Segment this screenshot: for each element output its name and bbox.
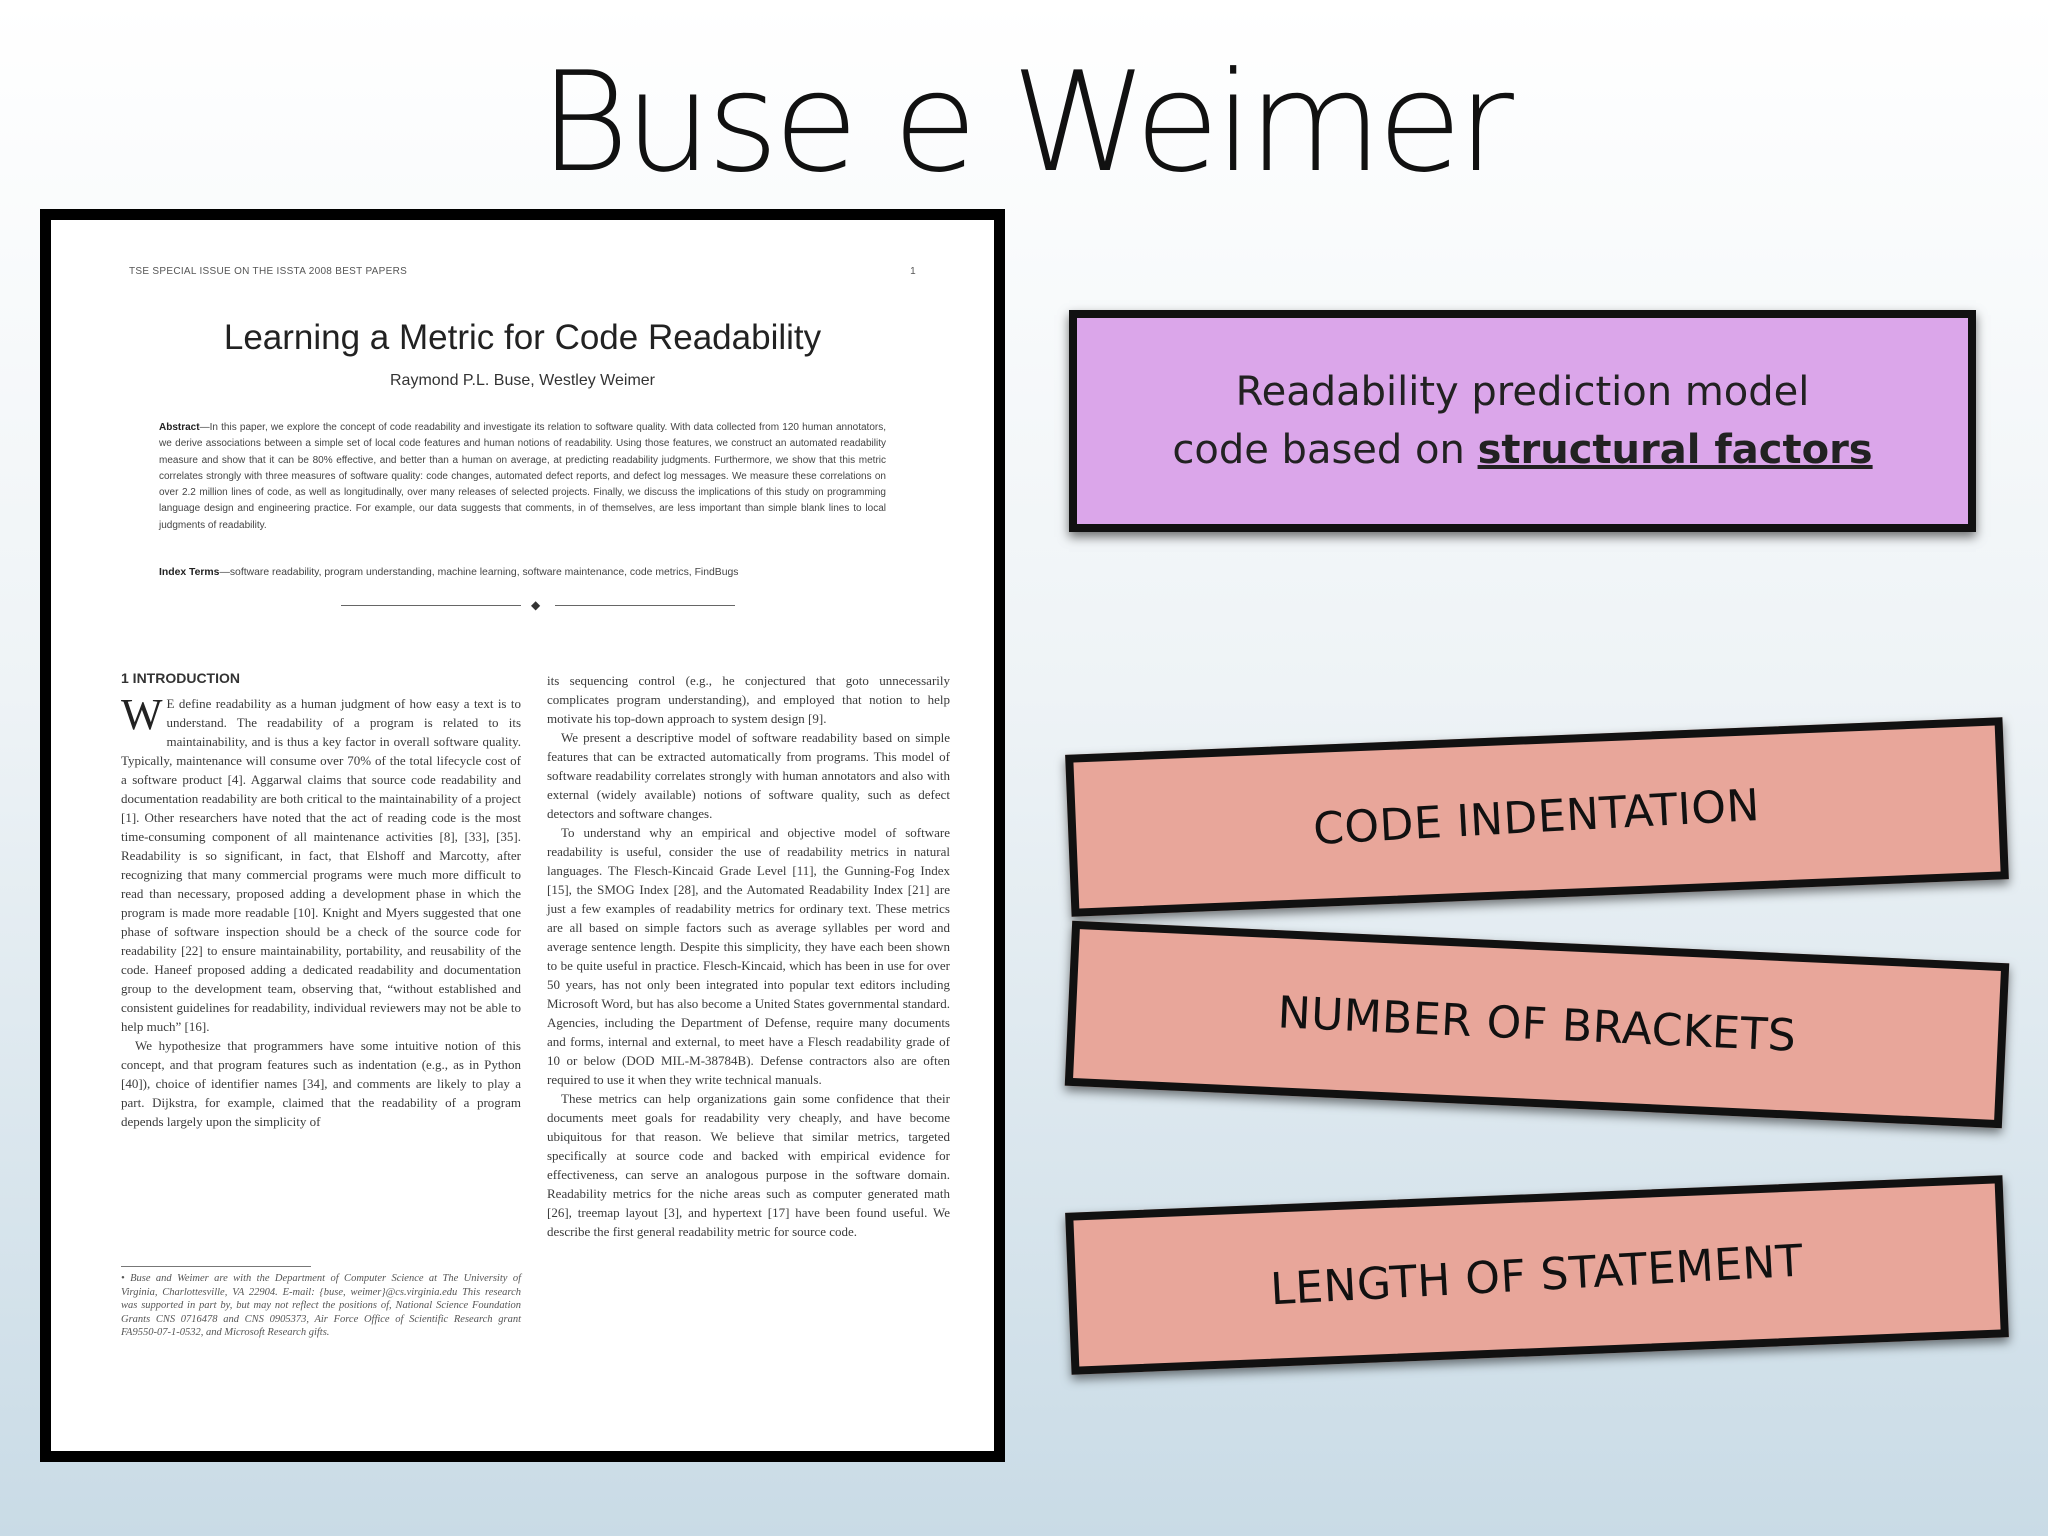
model-description-prefix: code based on: [1172, 427, 1478, 473]
right-paragraph-2: We present a descriptive model of software readability based on simple features that can be extracted automatically from programs. This model of software readability correlates strongly with human annotators and also with external (widely available) notions of software quality, such as defect detectors and software changes.: [547, 730, 950, 821]
left-paragraph-1-text: E define readability as a human judgment of how easy a text is to understand. The readability of a program is related to its maintainability, and is thus a key factor in overall software quality. Typically, maintenance will consume over 70% of the total lifecycle cost of a software product [4]. Aggarwal claims that source code readability and documentation readability are both critical to the maintainability of a project [1]. Other researchers have noted that the act of reading code is the most time-consuming component of all maintenance activities [8], [33], [35]. Readability is so significant, in fact, that Elshoff and Marcotty, after recognizing that many commercial programs were much more difficult to read than necessary, proposed adding a development phase in which the program is made more readable [10]. Knight and Myers suggested that one phase of software inspection should be a check of the source code for readability [22] to ensure maintainability, portability, and reusability of the code. Haneef proposed adding a dedicated readability and documentation group to the development team, observing that, “without established and consistent guidelines for readability, individual reviewers may not be able to help much” [16].: [121, 696, 521, 1034]
footnote: • Buse and Weimer are with the Department of Computer Science at The University of Virginia, Charlottesville, VA 22904. E-mail: {buse, weimer}@cs.virginia.edu This research was supported in part by, but may not reflect the positions of, National Science Foundation Grants CNS 0716478 and CNS 0905373, Air Force Office of Scientific Research grant FA9550-07-1-0532, and Microsoft Research gifts.: [121, 1273, 521, 1338]
right-paragraph-4: These metrics can help organizations gain some confidence that their documents meet goals for readability very cheaply, and have become ubiquitous for that reason. We believe that similar metrics, targeted specifically at source code and backed with empirical evidence for effectiveness, can serve an analogous purpose in the software domain. Readability metrics for the niche areas such as computer generated math [26], treemap layout [3], and hypertext [17] have been found useful. We describe the first general readability metric for source code.: [547, 1091, 950, 1239]
factor-label: LENGTH OF STATEMENT: [1269, 1235, 1805, 1315]
factor-card-number-of-brackets: [1065, 921, 2010, 1128]
left-paragraph-1: [121, 690, 521, 1036]
index-terms-text: —software readability, program understanding, machine learning, software maintenance, code metrics, FindBugs: [219, 567, 739, 578]
index-terms-label: Index Terms: [159, 567, 220, 578]
right-paragraph-3: To understand why an empirical and objective model of software readability is useful, consider the use of readability metrics in natural languages. The Flesch-Kincaid Grade Level [11], the Gunning-Fog Index [15], the SMOG Index [28], and the Automated Readability Index [21] are just a few examples of readability metrics for ordinary text. These metrics are all based on simple factors such as average syllables per word and average sentence length. Despite this simplicity, they have each been shown to be quite useful in practice. Flesch-Kincaid, which has been in use for over 50 years, has not only been integrated into popular text editors including Microsoft Word, but has also become a United States governmental standard. Agencies, including the Department of Defense, require many documents and forms, internal and external, to meet have a Flesch readability grade of 10 or below (DOD MIL-M-38784B). Defense contractors also are often required to use it when they write technical manuals.: [547, 825, 950, 1087]
model-description-box: [1069, 310, 1976, 532]
model-description-text: [1172, 363, 1872, 479]
paper-page-image: [40, 209, 1005, 1462]
right-paragraph-1: its sequencing control (e.g., he conjectured that goto unnecessarily complicates program understanding), and employed that notion to help motivate his top-down approach to system design [9].: [547, 673, 950, 726]
divider-line-left: [341, 605, 521, 606]
running-head-text: TSE SPECIAL ISSUE ON THE ISSTA 2008 BEST PAPERS: [129, 266, 408, 277]
left-paragraph-2: We hypothesize that programmers have some intuitive notion of this concept, and that program features such as indentation (e.g., as in Python [40]), choice of identifier names [34], and comments are likely to play a part. Dijkstra, for example, claimed that the readability of a program depends largely upon the simplicity of: [121, 1038, 521, 1129]
drop-cap: W: [121, 690, 163, 739]
paper-abstract: [159, 420, 886, 534]
factor-card-code-indentation: [1065, 717, 2009, 917]
factor-label: CODE INDENTATION: [1312, 779, 1762, 855]
model-description-line-1: Readability prediction model: [1235, 369, 1810, 415]
paper-title: Learning a Metric for Code Readability: [223, 318, 822, 357]
section-divider: [51, 595, 994, 615]
footnote-rule: [121, 1266, 311, 1267]
abstract-label: Abstract: [159, 422, 200, 433]
left-column: [121, 690, 521, 1131]
factor-label: NUMBER OF BRACKETS: [1276, 987, 1798, 1062]
structural-factors-emphasis: structural factors: [1477, 427, 1873, 473]
model-description-line-2: [1172, 421, 1872, 479]
paper-authors: Raymond P.L. Buse, Westley Weimer: [390, 372, 655, 389]
right-column: [547, 671, 950, 1241]
section-heading: 1 INTRODUCTION: [121, 670, 240, 686]
slide-title: Buse e Weimer: [539, 42, 1509, 203]
index-terms: [159, 567, 886, 578]
abstract-text: —In this paper, we explore the concept of code readability and investigate its relation to software quality. With data collected from 120 human annotators, we derive associations between a simple set of local code features and human notions of readability. Using those features, we construct an automated readability measure and show that it can be 80% effective, and better than a human on average, at predicting readability judgments. Furthermore, we show that this metric correlates strongly with three measures of software quality: code changes, automated defect reports, and defect log messages. We measure these correlations on over 2.2 million lines of code, as well as longitudinally, over many releases of selected projects. Finally, we discuss the implications of this study on programming language design and engineering practice. For example, our data suggests that comments, in of themselves, are less important than simple blank lines to local judgments of readability.: [159, 422, 886, 531]
divider-line-right: [555, 605, 735, 606]
factor-card-length-of-statement: [1065, 1175, 2009, 1375]
divider-diamond-icon: ◆: [531, 598, 541, 612]
running-head: [129, 266, 916, 277]
page-number: 1: [910, 266, 916, 277]
